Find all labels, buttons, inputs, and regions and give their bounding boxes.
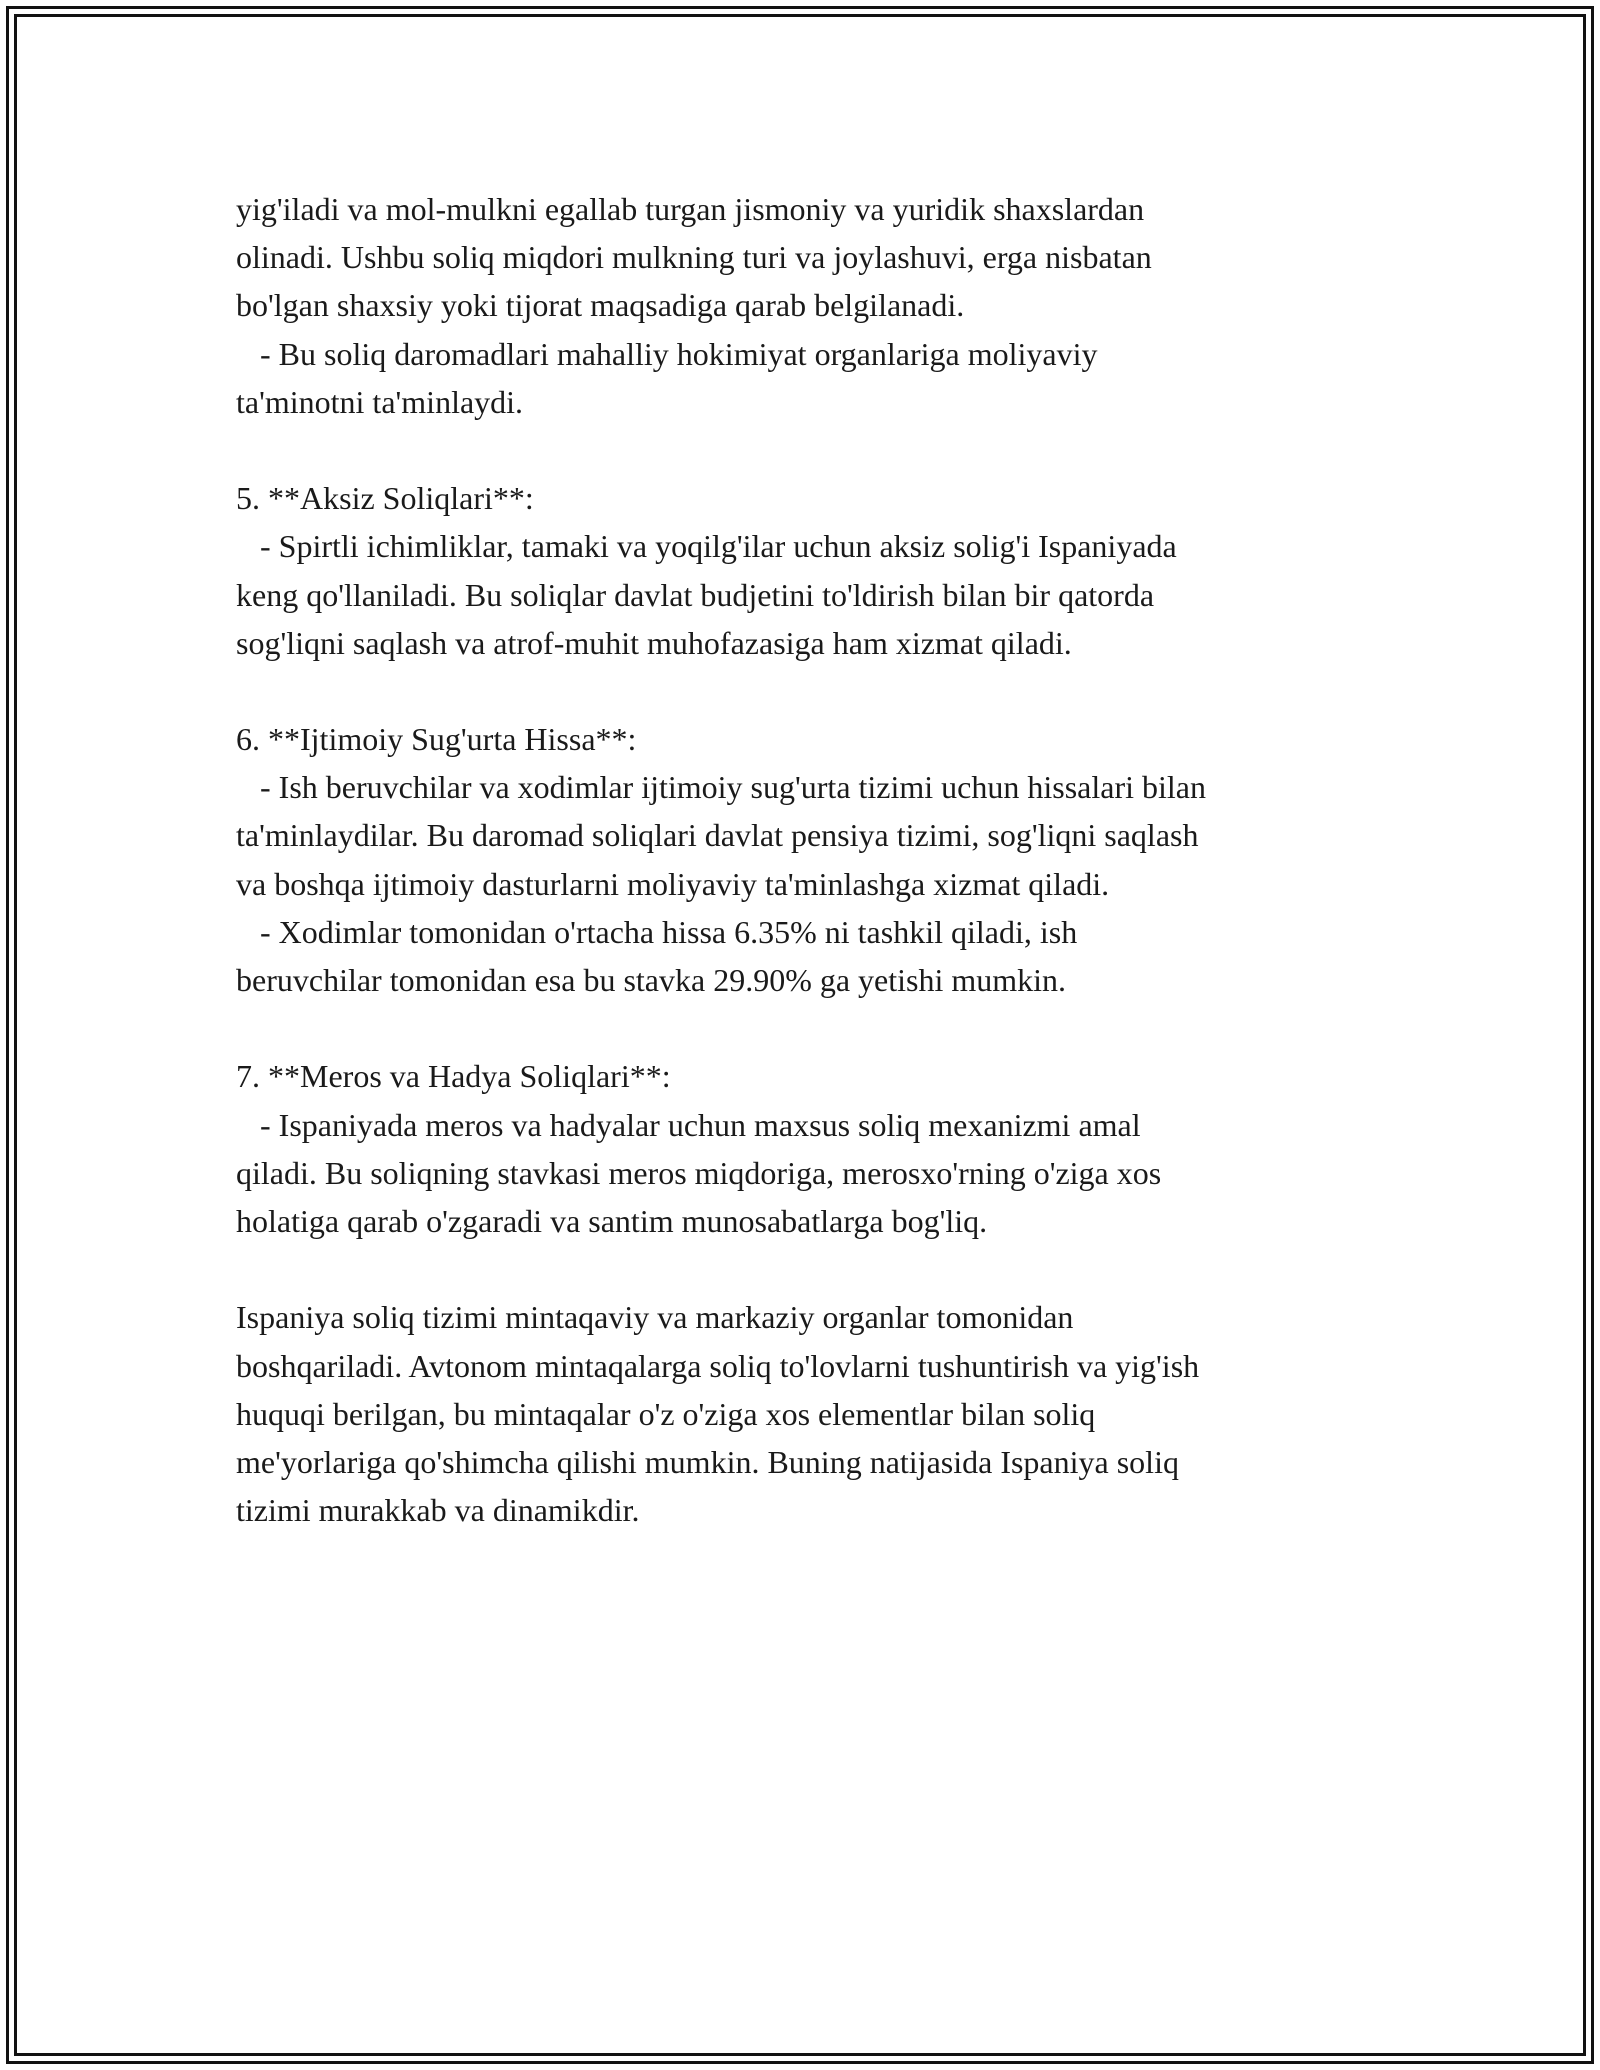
paragraph-property-tax-continued xyxy=(236,185,1366,426)
section-heading: 6. **Ijtimoiy Sug'urta Hissa**: xyxy=(236,721,637,758)
text-line: ta'minotni ta'minlaydi. xyxy=(236,383,524,420)
text-line: huquqi berilgan, bu mintaqalar o'z o'ziga xos elementlar bilan soliq xyxy=(236,1395,1096,1432)
section-heading: 5. **Aksiz Soliqlari**: xyxy=(236,480,534,517)
text-line: yig'iladi va mol-mulkni egallab turgan jismoniy va yuridik shaxslardan xyxy=(236,191,1145,227)
text-line: ta'minlaydilar. Bu daromad soliqlari davlat pensiya tizimi, sog'liqni saqlash xyxy=(236,817,1199,854)
text-line: - Ish beruvchilar va xodimlar ijtimoiy sug'urta tizimi uchun hissalari bilan xyxy=(236,769,1206,806)
text-line: bo'lgan shaxsiy yoki tijorat maqsadiga qarab belgilanadi. xyxy=(236,287,965,324)
text-line: keng qo'llaniladi. Bu soliqlar davlat budjetini to'ldirish bilan bir qatorda xyxy=(236,576,1155,613)
paragraph-conclusion xyxy=(236,1293,1366,1534)
section-inheritance-gift-taxes xyxy=(236,1052,1366,1245)
text-line: - Xodimlar tomonidan o'rtacha hissa 6.35% ni tashkil qiladi, ish xyxy=(236,913,1078,950)
text-line: va boshqa ijtimoiy dasturlarni moliyaviy ta'minlashga xizmat qiladi. xyxy=(236,865,1110,902)
text-line: holatiga qarab o'zgaradi va santim munosabatlarga bog'liq. xyxy=(236,1202,988,1239)
text-line: - Spirtli ichimliklar, tamaki va yoqilg'ilar uchun aksiz solig'i Ispaniyada xyxy=(236,528,1177,565)
text-line: - Ispaniyada meros va hadyalar uchun maxsus soliq mexanizmi amal xyxy=(236,1106,1141,1143)
section-social-insurance xyxy=(236,715,1366,1004)
text-line: beruvchilar tomonidan esa bu stavka 29.90% ga yetishi mumkin. xyxy=(236,962,1067,998)
text-line: me'yorlariga qo'shimcha qilishi mumkin. Buning natijasida Ispaniya soliq xyxy=(236,1443,1179,1480)
section-excise-taxes xyxy=(236,474,1366,667)
text-line: qiladi. Bu soliqning stavkasi meros miqdoriga, merosxo'rning o'ziga xos xyxy=(236,1154,1162,1191)
paragraph-spacer xyxy=(236,1004,1366,1052)
paragraph-spacer xyxy=(236,426,1366,474)
text-line: tizimi murakkab va dinamikdir. xyxy=(236,1492,640,1529)
text-line: sog'liqni saqlash va atrof-muhit muhofazasiga ham xizmat qiladi. xyxy=(236,624,1072,661)
text-line: - Bu soliq daromadlari mahalliy hokimiyat organlariga moliyaviy xyxy=(236,335,1098,372)
text-line: boshqariladi. Avtonom mintaqalarga soliq to'lovlarni tushuntirish va yig'ish xyxy=(236,1347,1200,1384)
section-heading: 7. **Meros va Hadya Soliqlari**: xyxy=(236,1058,671,1095)
text-line: Ispaniya soliq tizimi mintaqaviy va markaziy organlar tomonidan xyxy=(236,1299,1074,1336)
text-line: olinadi. Ushbu soliq miqdori mulkning turi va joylashuvi, erga nisbatan xyxy=(236,239,1152,276)
document-body xyxy=(236,185,1366,1534)
paragraph-spacer xyxy=(236,1245,1366,1293)
paragraph-spacer xyxy=(236,667,1366,715)
